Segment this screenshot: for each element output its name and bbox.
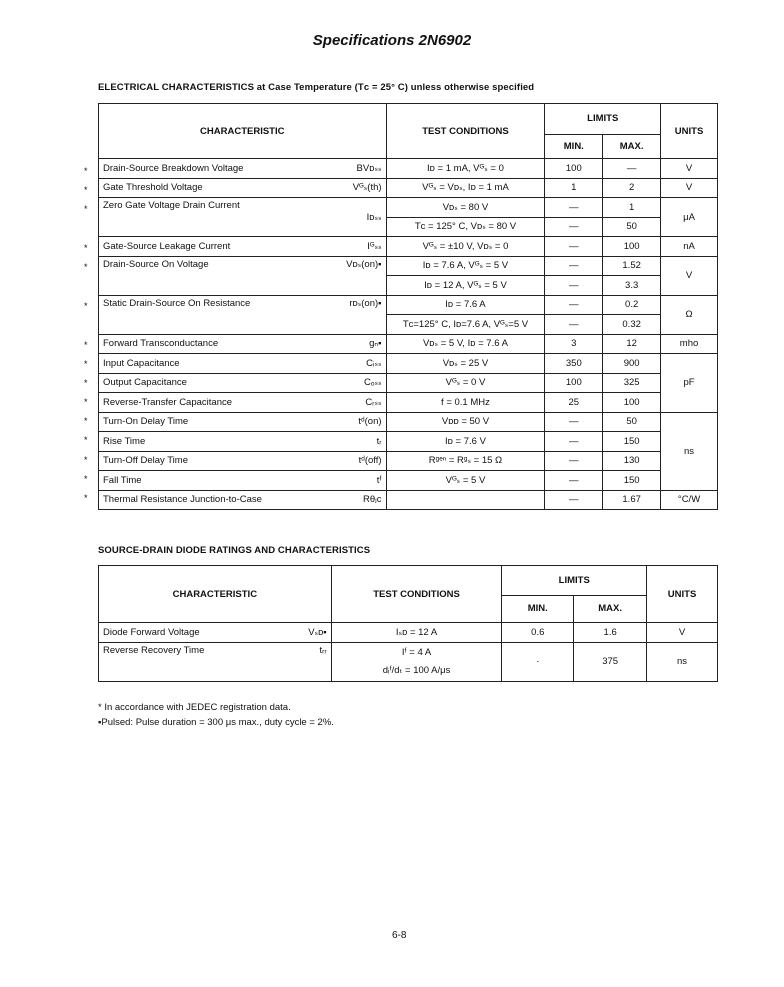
diode-header-limits: LIMITS: [502, 566, 647, 596]
asterisk-marker: *: [84, 455, 88, 465]
characteristic-name: Turn-Off Delay Time: [99, 451, 307, 471]
table-row: [99, 432, 718, 452]
test-condition: Rᵍᵉⁿ = Rᵍₛ = 15 Ω: [386, 451, 545, 471]
table-row: [99, 178, 718, 198]
diode-header-max: MAX.: [574, 595, 647, 622]
asterisk-marker: *: [84, 435, 88, 445]
table-row: [99, 471, 718, 491]
table-row: [99, 159, 718, 179]
unit: ns: [647, 642, 718, 681]
header-max: MAX.: [603, 134, 661, 158]
header-characteristic: CHARACTERISTIC: [99, 104, 387, 159]
characteristic-name: Reverse Recovery Time: [99, 642, 247, 681]
symbol: tᵈ(off): [306, 451, 386, 471]
symbol: tᵣᵣ: [246, 642, 331, 681]
test-condition: Vᴅₛ = 80 V: [386, 198, 545, 218]
diode-header-test-conditions: TEST CONDITIONS: [331, 566, 502, 623]
table-row: [99, 256, 718, 276]
limit-min: —: [545, 451, 603, 471]
limit-min: —: [545, 490, 603, 510]
test-condition: Vᴅₛ = 5 V, Iᴅ = 7.6 A: [386, 334, 545, 354]
limit-max: 1: [603, 198, 661, 218]
test-condition: Vᴅₛ = 25 V: [386, 354, 545, 374]
limit-min: —: [545, 256, 603, 276]
unit: V: [661, 256, 718, 295]
limit-max: —: [603, 159, 661, 179]
symbol: Cᵢₛₛ: [306, 354, 386, 374]
test-condition: Vᴅᴅ = 50 V: [386, 412, 545, 432]
footnote-jedec: * In accordance with JEDEC registration data.: [98, 702, 291, 713]
page-title: Specifications 2N6902: [312, 32, 472, 49]
asterisk-marker: *: [84, 359, 88, 369]
limit-min: —: [545, 198, 603, 218]
limit-min: —: [545, 471, 603, 491]
symbol: Iᴅₛₛ: [306, 198, 386, 237]
asterisk-marker: *: [84, 378, 88, 388]
unit: mho: [661, 334, 718, 354]
test-condition: Vᴳₛ = ±10 V, Vᴅₛ = 0: [386, 237, 545, 257]
characteristic-name: Turn-On Delay Time: [99, 412, 307, 432]
test-condition: Vᴳₛ = Vᴅₛ, Iᴅ = 1 mA: [386, 178, 545, 198]
asterisk-marker: *: [84, 493, 88, 503]
limit-min: —: [545, 412, 603, 432]
header-min: MIN.: [545, 134, 603, 158]
limit-min: —: [545, 432, 603, 452]
asterisk-marker: *: [84, 243, 88, 253]
asterisk-marker: *: [84, 301, 88, 311]
unit: V: [661, 159, 718, 179]
test-condition: Iᴅ = 7.6 A: [386, 295, 545, 315]
limit-min: —: [545, 276, 603, 296]
limit-max: 150: [603, 471, 661, 491]
footnotes: [98, 700, 334, 730]
asterisk-marker: *: [84, 340, 88, 350]
characteristic-name: Forward Transconductance: [99, 334, 307, 354]
table-row: [99, 295, 718, 315]
limit-max: 50: [603, 412, 661, 432]
symbol: Iᴳₛₛ: [306, 237, 386, 257]
test-condition: Iᴅ = 7.6 V: [386, 432, 545, 452]
limit-max: 100: [603, 393, 661, 413]
electrical-characteristics-table: [98, 103, 718, 510]
limit-min: 100: [545, 159, 603, 179]
characteristic-name: Gate Threshold Voltage: [99, 178, 307, 198]
asterisk-marker: *: [84, 204, 88, 214]
characteristic-name: Output Capacitance: [99, 373, 307, 393]
diode-heading: SOURCE-DRAIN DIODE RATINGS AND CHARACTERISTICS: [98, 545, 371, 556]
test-condition-line: Iᶠ = 4 A: [401, 646, 432, 658]
diode-characteristics-table: [98, 565, 718, 682]
limit-max: 130: [603, 451, 661, 471]
table-row: [99, 412, 718, 432]
table-row: [99, 334, 718, 354]
characteristic-name: Drain-Source Breakdown Voltage: [99, 159, 307, 179]
characteristic-name: Rise Time: [99, 432, 307, 452]
limit-max: 1.6: [574, 623, 647, 643]
unit: Ω: [661, 295, 718, 334]
unit: ns: [661, 412, 718, 490]
unit: V: [661, 178, 718, 198]
limit-max: 12: [603, 334, 661, 354]
header-units: UNITS: [661, 104, 718, 159]
test-condition: Vᴳₛ = 5 V: [386, 471, 545, 491]
asterisk-marker: *: [84, 416, 88, 426]
characteristic-name: Fall Time: [99, 471, 307, 491]
limit-min: —: [545, 217, 603, 237]
limit-max: 2: [603, 178, 661, 198]
table-row: [99, 490, 718, 510]
limit-max: 0.32: [603, 315, 661, 335]
limit-min: 350: [545, 354, 603, 374]
asterisk-marker: *: [84, 185, 88, 195]
unit: °C/W: [661, 490, 718, 510]
limit-max: 100: [603, 237, 661, 257]
characteristic-name: Gate-Source Leakage Current: [99, 237, 307, 257]
limit-max: 900: [603, 354, 661, 374]
asterisk-marker: *: [84, 474, 88, 484]
table-row: [99, 237, 718, 257]
symbol: tᵈ(on): [306, 412, 386, 432]
limit-min: —: [545, 295, 603, 315]
limit-max: 150: [603, 432, 661, 452]
characteristic-name: Diode Forward Voltage: [99, 623, 247, 643]
limit-min: —: [545, 315, 603, 335]
symbol: Vᴅₛ(on)▪: [306, 256, 386, 295]
test-condition: [386, 490, 545, 510]
symbol: rᴅₛ(on)▪: [306, 295, 386, 334]
characteristic-name: Reverse-Transfer Capacitance: [99, 393, 307, 413]
limit-min: ·: [502, 642, 574, 681]
symbol: Rθⱼᴄ: [306, 490, 386, 510]
limit-min: 100: [545, 373, 603, 393]
table-row: [99, 354, 718, 374]
test-condition: Tᴄ = 125° C, Vᴅₛ = 80 V: [386, 217, 545, 237]
test-condition: Tᴄ=125° C, Iᴅ=7.6 A, Vᴳₛ=5 V: [386, 315, 545, 335]
limit-max: 1.67: [603, 490, 661, 510]
table-row: [99, 451, 718, 471]
table-row: [99, 393, 718, 413]
diode-header-min: MIN.: [502, 595, 574, 622]
asterisk-marker: *: [84, 262, 88, 272]
test-condition: Iₛᴅ = 12 A: [331, 623, 502, 643]
unit: V: [647, 623, 718, 643]
asterisk-marker: *: [84, 397, 88, 407]
limit-min: 25: [545, 393, 603, 413]
limit-max: 1.52: [603, 256, 661, 276]
test-condition-line: dᵢᶠ/dₜ = 100 A/μs: [382, 664, 451, 676]
diode-header-characteristic: CHARACTERISTIC: [99, 566, 332, 623]
limit-min: 3: [545, 334, 603, 354]
symbol: Vᴳₛ(th): [306, 178, 386, 198]
limit-max: 375: [574, 642, 647, 681]
characteristic-name: Static Drain-Source On Resistance: [99, 295, 307, 334]
test-condition: Iᴅ = 12 A, Vᴳₛ = 5 V: [386, 276, 545, 296]
symbol: Cᵣₛₛ: [306, 393, 386, 413]
footnote-pulsed: ▪Pulsed: Pulse duration = 300 μs max., duty cycle = 2%.: [98, 717, 334, 728]
symbol: Vₛᴅ▪: [246, 623, 331, 643]
table-row: [99, 198, 718, 218]
electrical-heading: ELECTRICAL CHARACTERISTICS at Case Temperature (Tᴄ = 25° C) unless otherwise specified: [98, 82, 535, 93]
limit-min: 1: [545, 178, 603, 198]
header-test-conditions: TEST CONDITIONS: [386, 104, 545, 159]
limit-max: 50: [603, 217, 661, 237]
limit-max: 3.3: [603, 276, 661, 296]
page-number: 6-8: [392, 930, 407, 941]
asterisk-marker: *: [84, 166, 88, 176]
limit-min: —: [545, 237, 603, 257]
unit: μA: [661, 198, 718, 237]
test-condition: Iᴅ = 7.6 A, Vᴳₛ = 5 V: [386, 256, 545, 276]
characteristic-name: Zero Gate Voltage Drain Current: [99, 198, 307, 237]
table-row: [99, 642, 718, 681]
characteristic-name: Input Capacitance: [99, 354, 307, 374]
symbol: gₙ▪: [306, 334, 386, 354]
test-condition: Vᴳₛ = 0 V: [386, 373, 545, 393]
unit: nA: [661, 237, 718, 257]
unit: pF: [661, 354, 718, 413]
limit-min: 0.6: [502, 623, 574, 643]
symbol: tᶠ: [306, 471, 386, 491]
symbol: tᵣ: [306, 432, 386, 452]
limit-max: 0.2: [603, 295, 661, 315]
characteristic-name: Drain-Source On Voltage: [99, 256, 307, 295]
header-limits: LIMITS: [545, 104, 661, 135]
symbol: Cₒₛₛ: [306, 373, 386, 393]
limit-max: 325: [603, 373, 661, 393]
test-condition: Iᴅ = 1 mA, Vᴳₛ = 0: [386, 159, 545, 179]
table-row: [99, 373, 718, 393]
characteristic-name: Thermal Resistance Junction-to-Case: [99, 490, 307, 510]
table-row: [99, 623, 718, 643]
diode-header-units: UNITS: [647, 566, 718, 623]
test-condition: f = 0.1 MHz: [386, 393, 545, 413]
symbol: BVᴅₛₛ: [306, 159, 386, 179]
test-condition: [331, 642, 502, 681]
